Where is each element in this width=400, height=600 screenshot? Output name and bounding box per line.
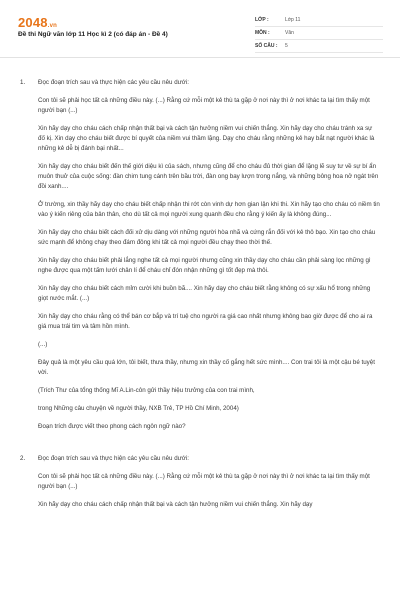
question-paragraph: Con tôi sẽ phải học tất cả những điều này. (...) Rằng cứ mỗi một kẻ thù ta gặp ở nơi này thì ở nơi khác ta lại tìm thấy một người bạn (...)	[38, 97, 370, 114]
question-body	[38, 78, 380, 440]
question-number: 1.	[20, 79, 26, 86]
meta-value: 5	[285, 43, 288, 49]
question-paragraph: Xin hãy dạy cho cháu cách chấp nhận thất bại và cách tận hưởng niềm vui chiến thắng. Xin hãy dạy	[38, 501, 313, 508]
question-paragraph: Đoạn trích được viết theo phong cách ngôn ngữ nào?	[38, 423, 186, 430]
question-item	[0, 454, 400, 518]
question-item	[0, 78, 400, 440]
page-header	[0, 0, 400, 58]
question-paragraph: trong Những câu chuyện về người thầy, NXB Trẻ, TP Hồ Chí Minh, 2004)	[38, 405, 239, 412]
meta-row-subject	[255, 27, 383, 40]
document-title: Đề thi Ngữ văn lớp 11 Học kì 2 (có đáp án - Đề 4)	[18, 31, 168, 38]
document-meta	[255, 14, 383, 53]
question-paragraph: Con tôi sẽ phải học tất cả những điều này. (...) Rằng cứ mỗi một kẻ thù ta gặp ở nơi này thì ở nơi khác ta lại tìm thấy một người bạn (...)	[38, 473, 370, 490]
question-paragraph: Đọc đoạn trích sau và thực hiện các yêu cầu nêu dưới:	[38, 455, 189, 462]
logo-main-text: 2048	[18, 15, 48, 30]
meta-row-question-count	[255, 40, 383, 53]
question-paragraph: Xin hãy dạy cho cháu rằng có thể bán cơ bắp và trí tuệ cho người ra giá cao nhất nhưng không bao giờ được để cho ai ra giá mua trái tim và tâm hồn mình.	[38, 313, 373, 330]
question-number: 2.	[20, 455, 26, 462]
question-paragraph: (Trích Thư của tổng thống Mĩ A.Lin-côn gửi thầy hiệu trưởng của con trai mình,	[38, 387, 255, 394]
meta-value: Văn	[285, 30, 294, 36]
site-logo[interactable]	[18, 15, 57, 30]
question-paragraph: Xin hãy dạy cho cháu biết cách đối xử dịu dàng với những người hòa nhã và cứng rắn đối với kẻ thô bạo. Xin tạo cho cháu sức mạnh để không chạy theo đám đông khi tất cả mọi người đều chạy theo thời thế.	[38, 229, 376, 246]
question-paragraph: Đây quả là một yêu cầu quá lớn, tôi biết, thưa thầy, nhưng xin thầy cố gắng hết sức mình.... Con trai tôi là một cậu bé tuyệt vời.	[38, 359, 375, 376]
question-paragraph: Xin hãy dạy cho cháu biết phải lắng nghe tất cả mọi người nhưng cũng xin thầy dạy cho cháu cần phải sàng lọc những gì nghe được qua một tấm lưới chân lí để cháu chỉ đón nhận những gì tốt đẹp mà thôi.	[38, 257, 371, 274]
meta-key: LỚP :	[255, 17, 269, 23]
question-body	[38, 454, 380, 518]
question-paragraph: Xin hãy dạy cho cháu biết đến thế giới diệu kì của sách, nhưng cũng để cho cháu đủ thời gian để lặng lẽ suy tư về sự bí ẩn muôn thuở của cuộc sống: đàn chim tung cánh trên bầu trời, đàn ong bay lượn trong nắng, và những bông hoa nở ngát trên đồi xanh....	[38, 163, 379, 190]
question-paragraph: Ở trường, xin thầy hãy dạy cho cháu biết chấp nhận thi rớt còn vinh dự hơn gian lận khi thi. Xin hãy tạo cho cháu có niềm tin vào ý kiến riêng của bản thân, cho dù tất cả mọi người xung quanh đều cho rằng ý kiến ấy là không đúng...	[38, 201, 380, 218]
question-paragraph: Đọc đoạn trích sau và thực hiện các yêu cầu nêu dưới:	[38, 79, 189, 86]
question-paragraph: Xin hãy dạy cho cháu biết cách mỉm cười khi buồn bã.... Xin hãy dạy cho cháu biết rằng không có sự xấu hổ trong những giọt nước mắt. (...)	[38, 285, 371, 302]
questions-list	[0, 78, 400, 600]
logo-tld-text: .vn	[47, 23, 58, 29]
meta-key: MÔN :	[255, 30, 270, 36]
meta-row-class	[255, 14, 383, 27]
question-paragraph: Xin hãy dạy cho cháu cách chấp nhận thất bại và cách tận hưởng niềm vui chiến thắng. Xin hãy dạy cho cháu tránh xa sự đố kị. Xin dạy cho cháu biết được bí quyết của niềm vui thầm lặng. Dạy cho cháu rằng những kẻ hay bắt nạt người khác là những kẻ dễ bị đánh bại nhất...	[38, 125, 375, 152]
question-paragraph: (...)	[38, 341, 48, 348]
meta-value: Lớp 11	[285, 17, 301, 23]
meta-key: SỐ CÂU :	[255, 43, 278, 49]
